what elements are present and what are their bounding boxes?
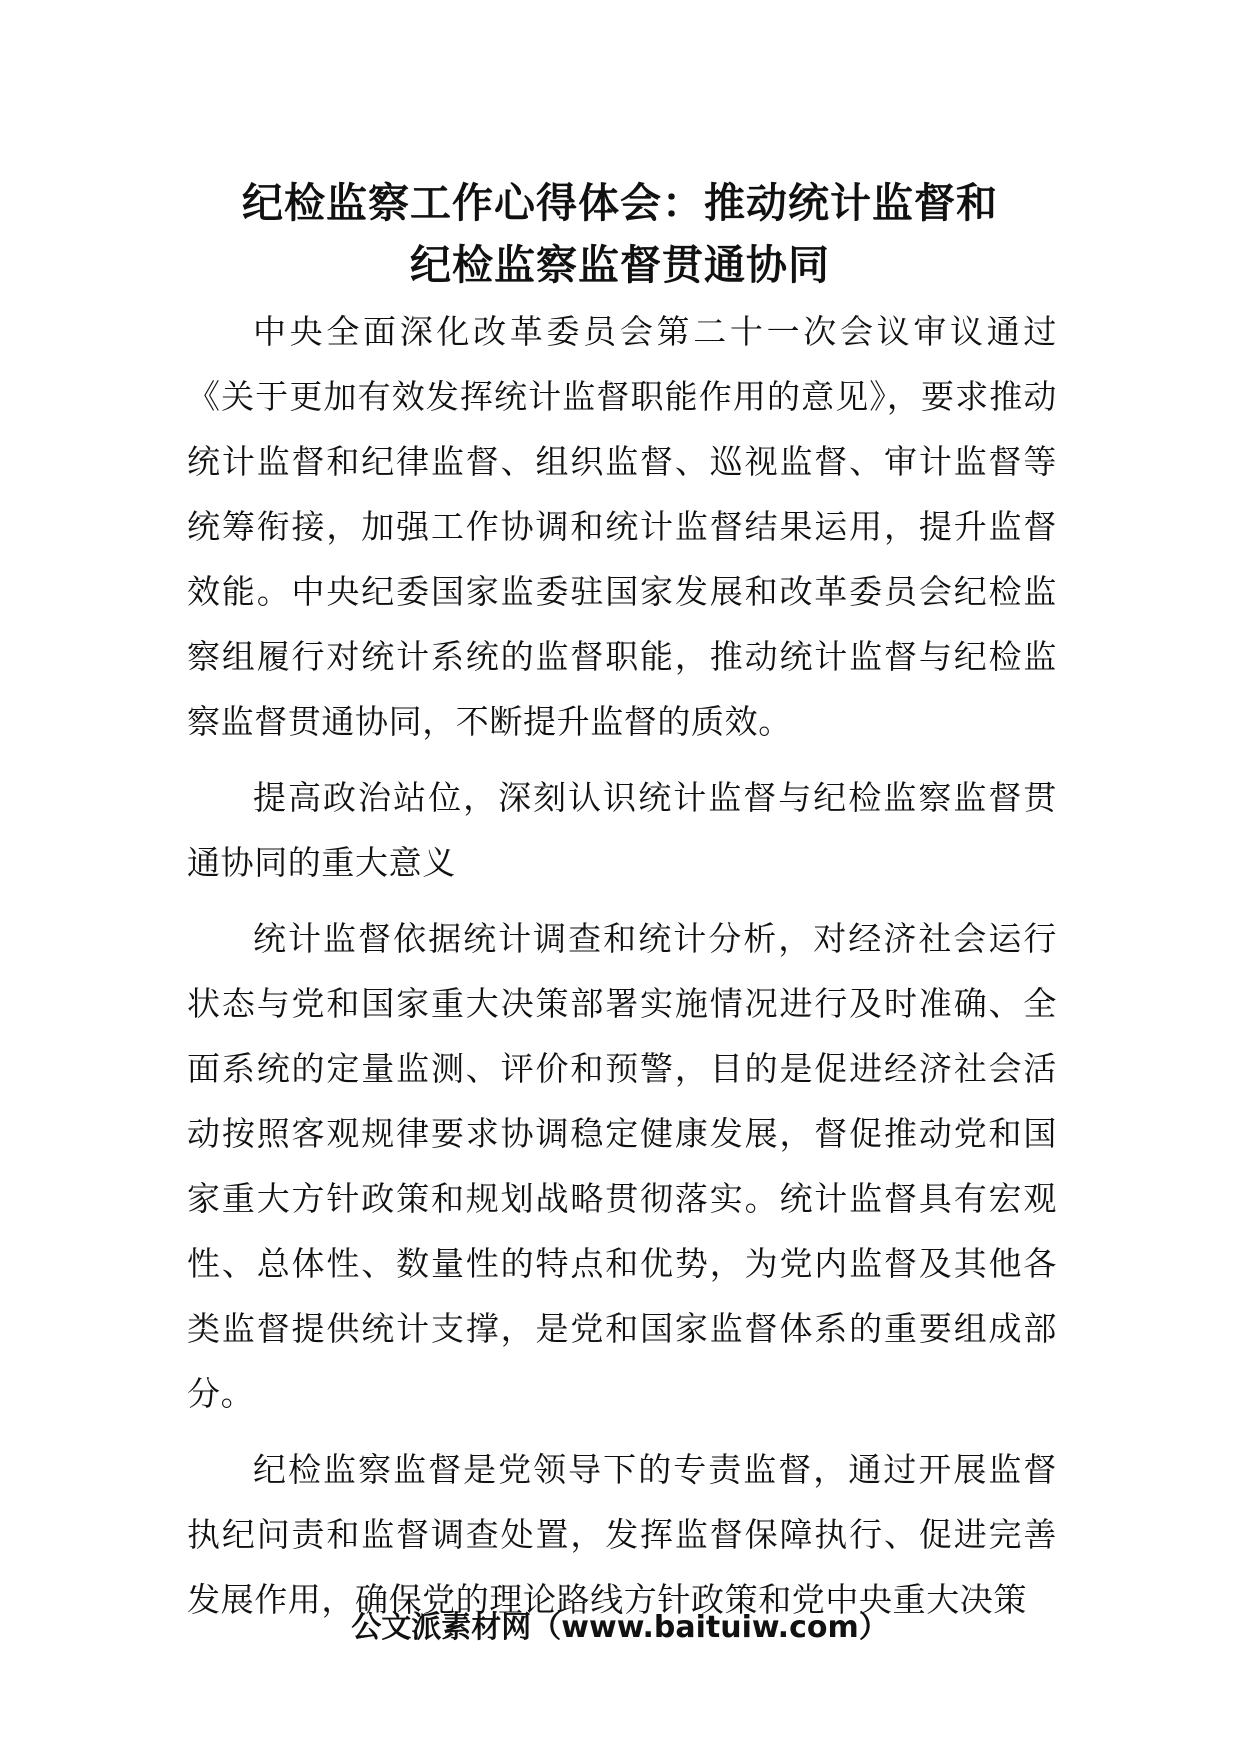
- document-title: [180, 172, 1060, 296]
- document-title-line-1: 纪检监察工作心得体会：推动统计监督和: [242, 179, 998, 227]
- body-paragraph-2: 统计监督依据统计调查和统计分析，对经济社会运行状态与党和国家重大决策部署实施情况进行及时准确、全面系统的定量监测、评价和预警，目的是促进经济社会活动按照客观规律要求协调稳定健康发展，督促推动党和国家重大方针政策和规划战略贯彻落实。统计监督具有宏观性、总体性、数量性的特点和优势，为党内监督及其他各类监督提供统计支撑，是党和国家监督体系的重要组成部分。: [187, 919, 1057, 1413]
- document-body: [187, 299, 1057, 1632]
- footer-watermark: 公文派素材网（www.baituiw.com）: [351, 1610, 889, 1645]
- section-heading: 提高政治站位，深刻认识统计监督与纪检监察监督贯通协同的重大意义: [187, 778, 1057, 882]
- document-title-line-2: 纪检监察监督贯通协同: [410, 241, 830, 289]
- body-paragraph-3: 纪检监察监督是党领导下的专责监督，通过开展监督执纪问责和监督调查处置，发挥监督保障执行、促进完善发展作用，确保党的理论路线方针政策和党中央重大决策: [187, 1450, 1057, 1619]
- body-paragraph-1: 中央全面深化改革委员会第二十一次会议审议通过《关于更加有效发挥统计监督职能作用的意见》，要求推动统计监督和纪律监督、组织监督、巡视监督、审计监督等统筹衔接，加强工作协调和统计监督结果运用，提升监督效能。中央纪委国家监委驻国家发展和改革委员会纪检监察组履行对统计系统的监督职能，推动统计监督与纪检监察监督贯通协同，不断提升监督的质效。: [187, 312, 1057, 741]
